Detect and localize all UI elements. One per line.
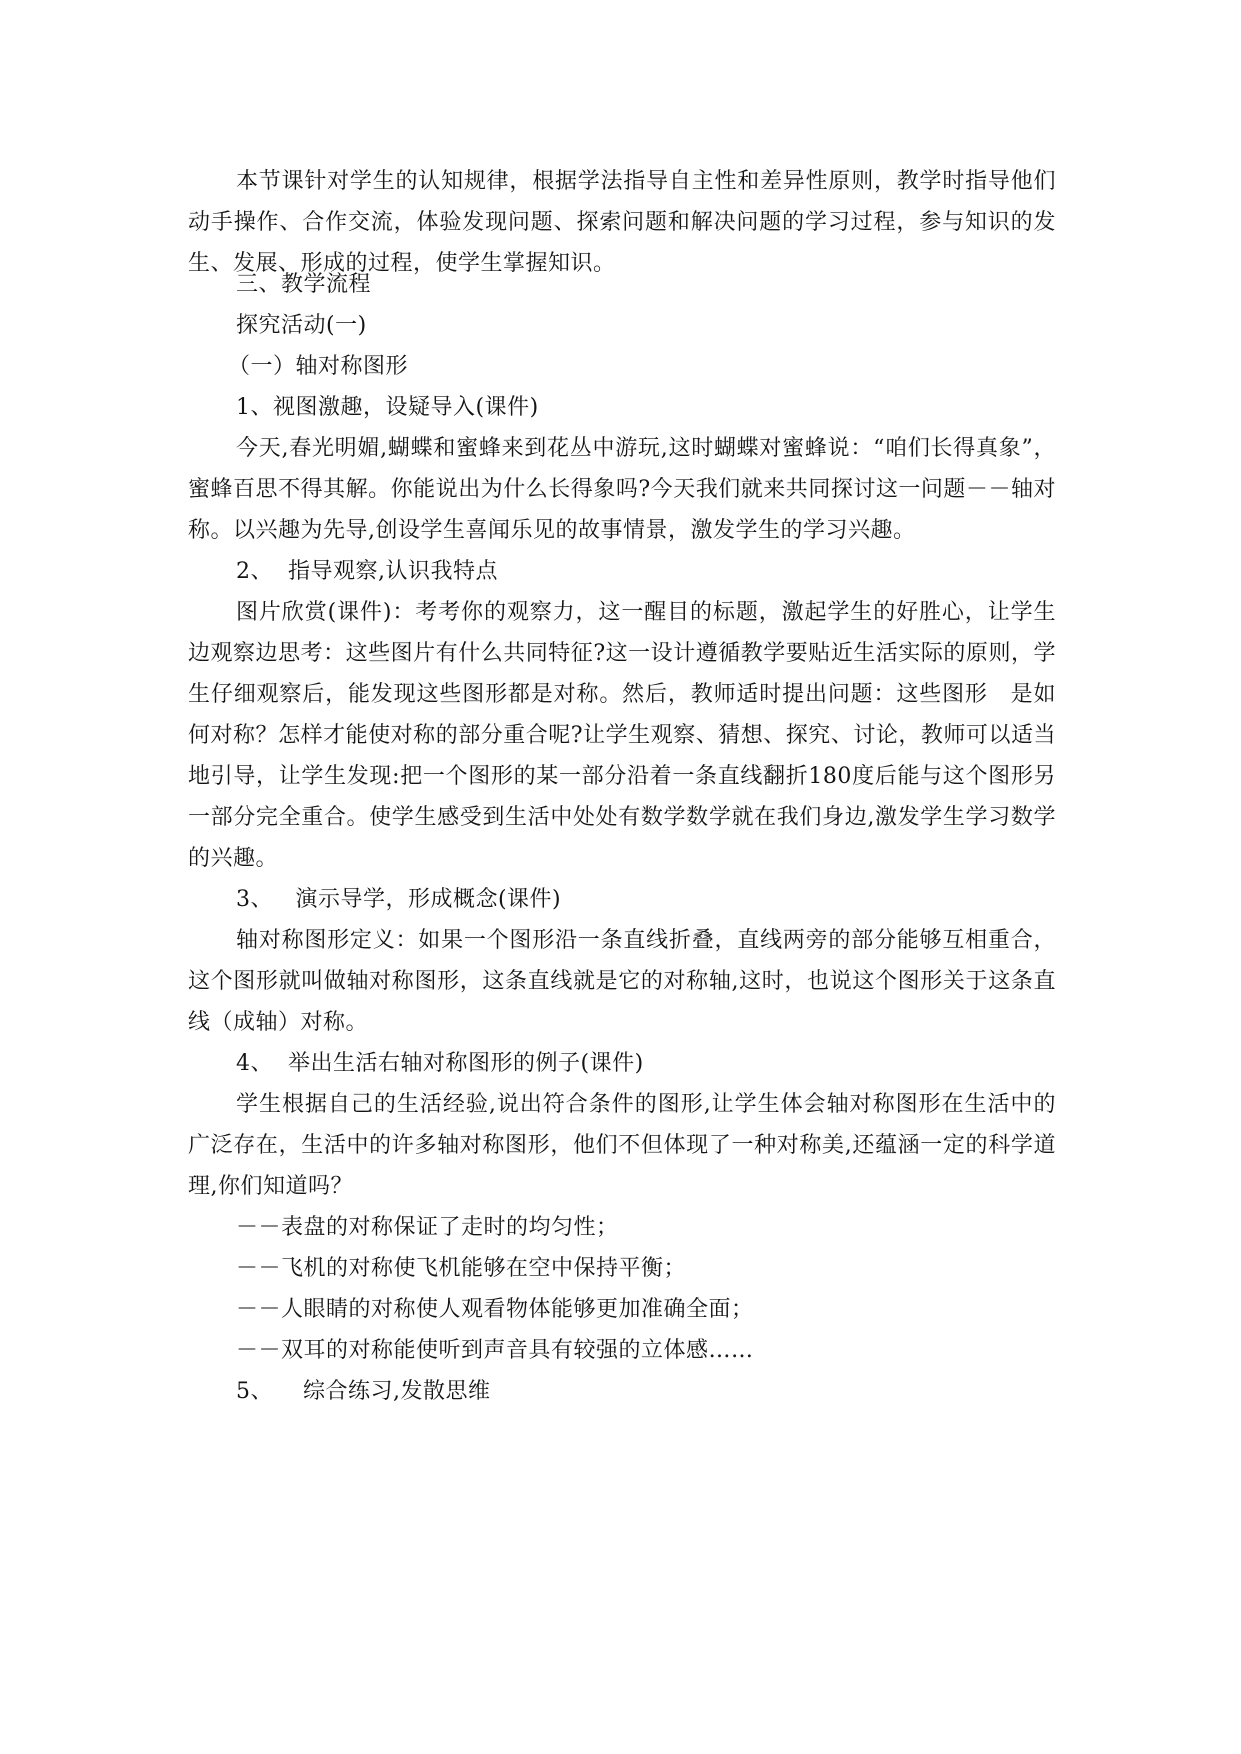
list-item: －－飞机的对称使飞机能够在空中保持平衡； xyxy=(236,1256,687,1281)
step-4-heading: 4、 举出生活右轴对称图形的例子(课件) xyxy=(236,1051,644,1076)
paragraph-observation: 图片欣赏(课件)：考考你的观察力，这一醒目的标题，激起学生的好胜心，让学生边观察边思考：这些图片有什么共同特征?这一设计遵循教学要贴近生活实际的原则，学生仔细观察后，能发现这些图形都是对称。然后，教师适时提出问题：这些图形 是如何对称？怎样才能使对称的部分重合呢?让学生观察、猜想、探究、讨论，教师可以适当地引导，让学生发现:把一个图形的某一部分沿着一条直线翻折180度后能与这个图形另一部分完全重合。使学生感受到生活中处处有数学数学就在我们身边,激发学生学习数学的兴趣。 xyxy=(188,600,1056,871)
list-item: －－人眼睛的对称使人观看物体能够更加准确全面； xyxy=(236,1297,754,1322)
step-5-heading: 5、 综合练习,发散思维 xyxy=(236,1379,491,1404)
step-2-heading: 2、 指导观察,认识我特点 xyxy=(236,559,498,584)
list-item: －－表盘的对称保证了走时的均匀性； xyxy=(236,1215,619,1240)
paragraph-intro: 本节课针对学生的认知规律，根据学法指导自主性和差异性原则，教学时指导他们动手操作、合作交流，体验发现问题、探索问题和解决问题的学习过程，参与知识的发生、发展、形成的过程，使学生掌握知识。 xyxy=(188,169,1056,276)
step-3-heading: 3、 演示导学，形成概念(课件) xyxy=(236,887,562,912)
paragraph-story: 今天,春光明媚,蝴蝶和蜜蜂来到花丛中游玩,这时蝴蝶对蜜蜂说：“咱们长得真象”，蜜蜂百思不得其解。你能说出为什么长得象吗?今天我们就来共同探讨这一问题－－轴对称。以兴趣为先导,创设学生喜闻乐见的故事情景，激发学生的学习兴趣。 xyxy=(188,436,1056,543)
step-1-heading: 1、视图激趣，设疑导入(课件) xyxy=(236,395,539,420)
section-heading: 三、教学流程 xyxy=(236,272,372,297)
paragraph-definition: 轴对称图形定义：如果一个图形沿一条直线折叠，直线两旁的部分能够互相重合，这个图形就叫做轴对称图形，这条直线就是它的对称轴,这时，也说这个图形关于这条直线（成轴）对称。 xyxy=(188,928,1056,1035)
paragraph-examples: 学生根据自己的生活经验,说出符合条件的图形,让学生体会轴对称图形在生活中的广泛存在，生活中的许多轴对称图形，他们不但体现了一种对称美,还蕴涵一定的科学道理,你们知道吗？ xyxy=(188,1092,1056,1199)
list-item: －－双耳的对称能使听到声音具有较强的立体感…… xyxy=(236,1338,754,1363)
activity-heading: 探究活动(一) xyxy=(236,313,367,338)
subsection-heading: （一）轴对称图形 xyxy=(228,354,409,379)
